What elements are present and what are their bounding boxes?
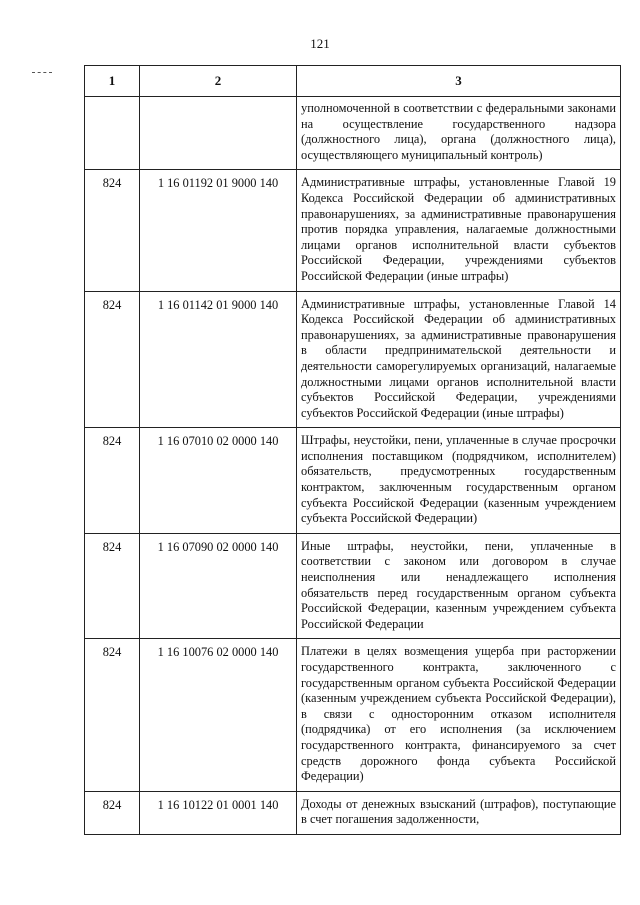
revenue-code-cell: 1 16 10122 01 0001 140	[140, 791, 297, 834]
column-header-2: 2	[140, 66, 297, 97]
description-cell: Платежи в целях возмещения ущерба при расторжении государственного контракта, заключенного с государственным органом субъекта Российской Федерации (казенным учреждением субъекта Российской Федерации), в связи с односторонним отказом исполнителя (подрядчика) от его исполнения (за исключением государственного контракта, финансируемого за счет средств дорожного фонда субъекта Российской Федерации)	[297, 639, 621, 791]
table-row	[85, 533, 621, 639]
admin-code-cell: 824	[85, 170, 140, 291]
admin-code-cell: 824	[85, 791, 140, 834]
revenue-code-cell: 1 16 07010 02 0000 140	[140, 428, 297, 534]
description-cell: Доходы от денежных взысканий (штрафов), поступающие в счет погашения задолженности,	[297, 791, 621, 834]
description-cell: Штрафы, неустойки, пени, уплаченные в случае просрочки исполнения поставщиком (подрядчиком, исполнителем) обязательств, предусмотренных государственным контрактом, заключенным государственным органом субъекта Российской Федерации (казенным учреждением субъекта Российской Федерации)	[297, 428, 621, 534]
column-header-3: 3	[297, 66, 621, 97]
admin-code-cell	[85, 97, 140, 170]
description-cell: Административные штрафы, установленные Главой 14 Кодекса Российской Федерации об административных правонарушениях, за административные правонарушения в области предпринимательской деятельности и деятельности саморегулируемых организаций, налагаемые должностными лицами органов исполнительной власти субъектов Российской Федерации, учреждениями субъектов Российской Федерации (иные штрафы)	[297, 291, 621, 428]
column-header-1: 1	[85, 66, 140, 97]
revenue-code-cell	[140, 97, 297, 170]
revenue-code-cell: 1 16 07090 02 0000 140	[140, 533, 297, 639]
admin-code-cell: 824	[85, 428, 140, 534]
margin-mark	[32, 72, 52, 73]
table-row	[85, 170, 621, 291]
revenue-codes-table	[84, 65, 621, 835]
revenue-code-cell: 1 16 10076 02 0000 140	[140, 639, 297, 791]
table-row	[85, 428, 621, 534]
table-row	[85, 791, 621, 834]
table-header-row	[85, 66, 621, 97]
table-row	[85, 291, 621, 428]
description-cell: Иные штрафы, неустойки, пени, уплаченные в соответствии с законом или договором в случае неисполнения или ненадлежащего исполнения обязательств перед государственным органом субъекта Российской Федерации, казенным учреждением субъекта Российской Федерации	[297, 533, 621, 639]
table-row	[85, 97, 621, 170]
revenue-code-cell: 1 16 01192 01 9000 140	[140, 170, 297, 291]
table-row	[85, 639, 621, 791]
description-cell: Административные штрафы, установленные Главой 19 Кодекса Российской Федерации об административных правонарушениях, за административные правонарушения против порядка управления, налагаемые должностными лицами органов исполнительной власти субъектов Российской Федерации, учреждениями субъектов Российской Федерации (иные штрафы)	[297, 170, 621, 291]
admin-code-cell: 824	[85, 291, 140, 428]
admin-code-cell: 824	[85, 533, 140, 639]
description-cell: уполномоченной в соответствии с федеральными законами на осуществление государственного надзора (должностного лица), органа (должностного лица), осуществляющего муниципальный контроль)	[297, 97, 621, 170]
admin-code-cell: 824	[85, 639, 140, 791]
revenue-code-cell: 1 16 01142 01 9000 140	[140, 291, 297, 428]
page-number: 121	[310, 36, 330, 51]
